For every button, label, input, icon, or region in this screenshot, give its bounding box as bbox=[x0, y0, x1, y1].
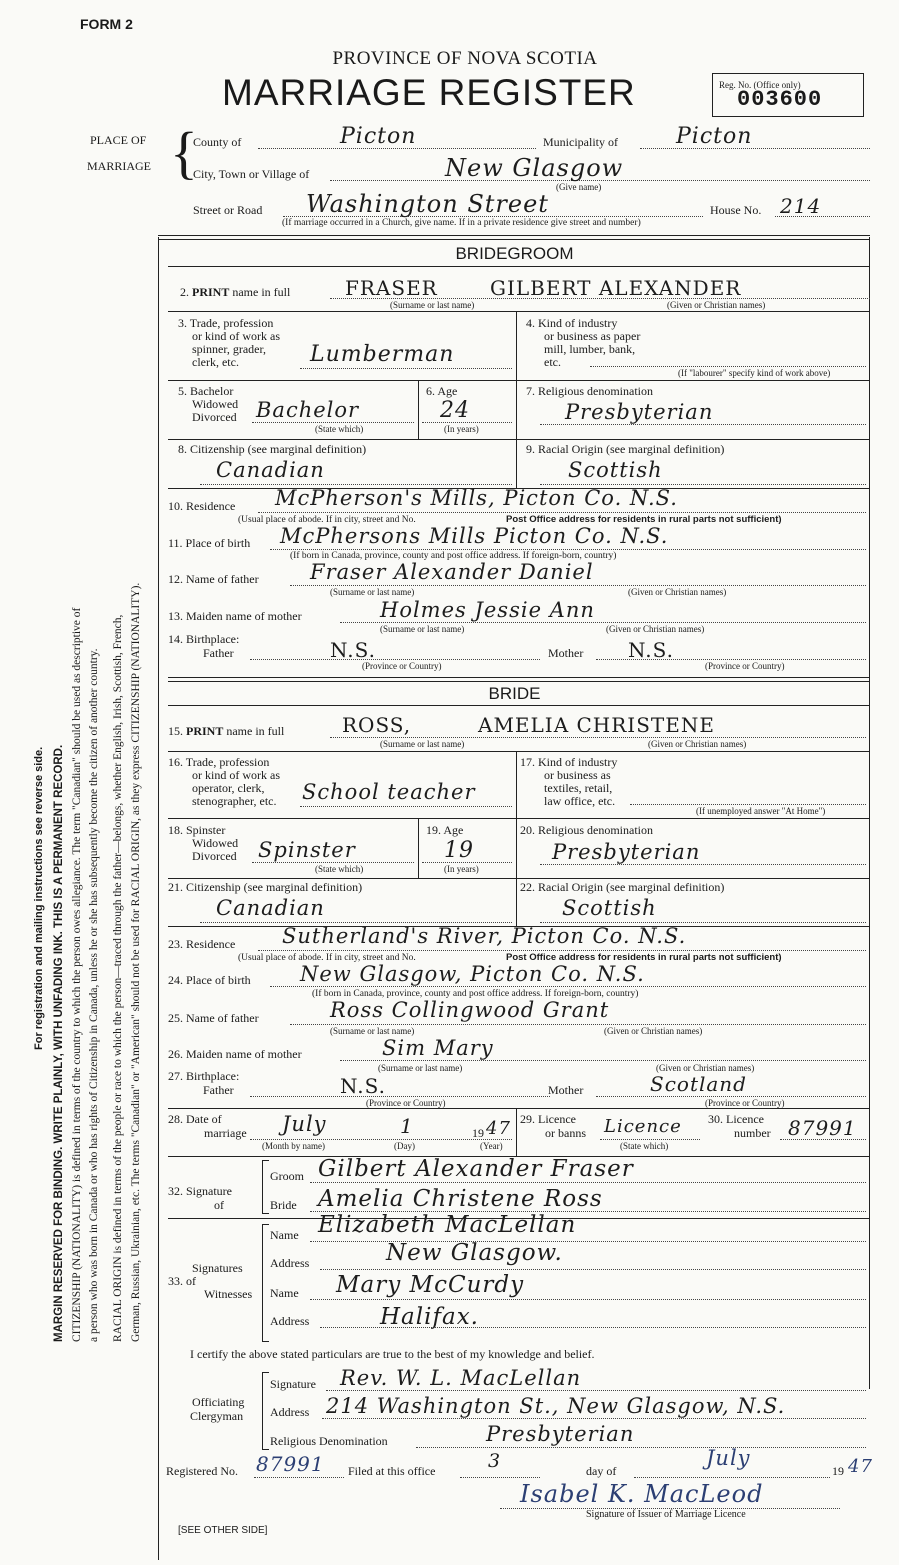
groom-birthplace-label: 11. Place of birth bbox=[168, 536, 251, 550]
municipality-label: Municipality of bbox=[543, 135, 618, 149]
groom-citizenship-label: 8. Citizenship (see marginal definition) bbox=[178, 442, 367, 456]
rule bbox=[168, 878, 869, 879]
surname-note: (Surname or last name) bbox=[330, 587, 415, 597]
prov-note: (Province or Country) bbox=[366, 1098, 446, 1108]
bride-father: Ross Collingwood Grant bbox=[330, 998, 610, 1022]
witness2-address-label: Address bbox=[270, 1314, 310, 1328]
groom-mother-bp: N.S. bbox=[628, 638, 674, 662]
prov-note: (Province or Country) bbox=[705, 661, 785, 671]
bride-status-label bbox=[168, 824, 238, 863]
groom-birthplace-parents-label-b: Father bbox=[203, 646, 234, 660]
bride-mother-bp-line bbox=[596, 1096, 866, 1097]
label-line: 4. Kind of industry bbox=[526, 316, 618, 330]
groom-mother-line bbox=[340, 622, 866, 623]
groom-status-label bbox=[178, 385, 238, 424]
rule bbox=[168, 1108, 869, 1109]
licence-number-label-a: 30. Licence bbox=[708, 1112, 764, 1126]
province-heading: PROVINCE OF NOVA SCOTIA bbox=[332, 48, 598, 69]
municipality-line bbox=[640, 148, 870, 149]
label-line: clerk, etc. bbox=[192, 355, 239, 369]
rule bbox=[168, 705, 869, 706]
label-line: stenographer, etc. bbox=[192, 794, 277, 808]
labourer-note: (If "labourer" specify kind of work above) bbox=[678, 368, 831, 378]
witness1-name-label: Name bbox=[270, 1228, 299, 1242]
bride-mother-label: 26. Maiden name of mother bbox=[168, 1047, 302, 1061]
groom-residence-line bbox=[258, 512, 866, 513]
margin-note-instructions: For registration and mailing instructions see reverse side. bbox=[33, 746, 45, 1050]
label-line: 3. Trade, profession bbox=[178, 316, 274, 330]
rule bbox=[168, 751, 869, 752]
groom-father-bp: N.S. bbox=[330, 638, 376, 662]
residence-note-b: Post Office address for residents in rural parts not sufficient) bbox=[506, 514, 782, 525]
groom-surname: FRASER bbox=[345, 276, 438, 300]
signature-32-label-b: of bbox=[214, 1198, 224, 1212]
groom-racial-label: 9. Racial Origin (see marginal definition) bbox=[526, 442, 725, 456]
label-line: etc. bbox=[544, 355, 561, 369]
groom-signature: Gilbert Alexander Fraser bbox=[318, 1156, 634, 1182]
divider bbox=[516, 439, 517, 488]
frame-top bbox=[158, 235, 870, 240]
licence-label-a: 29. Licence bbox=[520, 1112, 576, 1126]
see-other-side: [SEE OTHER SIDE] bbox=[178, 1525, 268, 1536]
city-label: City, Town or Village of bbox=[193, 167, 310, 181]
issuer-note: Signature of Issuer of Marriage Licence bbox=[586, 1509, 746, 1520]
street-label: Street or Road bbox=[193, 203, 263, 217]
clergy-bracket bbox=[262, 1372, 269, 1450]
surname-note: (Surname or last name) bbox=[380, 739, 465, 749]
clergy-signature-line bbox=[326, 1390, 866, 1391]
given-note: (Given or Christian names) bbox=[606, 624, 705, 634]
label-line: operator, clerk, bbox=[192, 781, 265, 795]
bride-mother-line bbox=[340, 1060, 866, 1061]
bride-trade-label bbox=[168, 756, 280, 808]
label-line: Witnesses bbox=[204, 1287, 253, 1301]
filed-month-line bbox=[634, 1477, 830, 1478]
clergy-address: 214 Washington St., New Glasgow, N.S. bbox=[326, 1394, 786, 1418]
residence-note-a: (Usual place of abode. If in city, street and No. bbox=[238, 515, 416, 525]
frame-left bbox=[158, 237, 159, 1560]
filed-day: 3 bbox=[488, 1450, 502, 1472]
bride-mother-bp: Scotland bbox=[650, 1072, 747, 1096]
bride-mother-bp-label: Mother bbox=[548, 1083, 584, 1097]
groom-trade: Lumberman bbox=[310, 342, 455, 367]
groom-residence: McPherson's Mills, Picton Co. N.S. bbox=[275, 486, 678, 510]
frame-right bbox=[869, 237, 870, 1389]
given-note: (Given or Christian names) bbox=[667, 300, 766, 310]
municipality-value: Picton bbox=[676, 124, 753, 149]
groom-status: Bachelor bbox=[256, 398, 360, 422]
groom-trade-label bbox=[178, 317, 280, 369]
groom-signature-line bbox=[310, 1182, 866, 1183]
groom-age: 24 bbox=[440, 398, 470, 423]
groom-mother: Holmes Jessie Ann bbox=[380, 598, 595, 622]
bride-birthplace-line bbox=[270, 986, 866, 987]
witness2-name-line bbox=[310, 1299, 866, 1300]
form-title: MARRIAGE REGISTER bbox=[222, 72, 636, 113]
day-note: (Day) bbox=[394, 1141, 415, 1151]
divider bbox=[516, 1108, 517, 1156]
month-note: (Month by name) bbox=[262, 1141, 325, 1151]
margin-note-binding: MARGIN RESERVED FOR BINDING. WRITE PLAINLY, WITH UNFADING INK. THIS IS A PERMANENT RECORD. bbox=[53, 744, 65, 1342]
clergy-denomination: Presbyterian bbox=[486, 1422, 635, 1446]
groom-father-label: 12. Name of father bbox=[168, 572, 259, 586]
day-of-label: day of bbox=[586, 1464, 617, 1478]
county-label: County of bbox=[193, 135, 242, 149]
bride-citizenship: Canadian bbox=[216, 896, 325, 920]
label-line: Signatures bbox=[192, 1261, 243, 1275]
year-note: (Year) bbox=[480, 1141, 503, 1151]
bride-religion-label: 20. Religious denomination bbox=[520, 823, 653, 837]
street-note: (If marriage occurred in a Church, give name. If in a private residence give street and number) bbox=[282, 218, 641, 228]
bride-religion-line bbox=[540, 864, 866, 865]
witness2-address: Halifax. bbox=[380, 1304, 479, 1330]
groom-birthplace-line bbox=[270, 549, 866, 550]
licence-type: Licence bbox=[604, 1116, 682, 1137]
groom-citizenship: Canadian bbox=[216, 458, 325, 482]
bride-birthplace-label: 24. Place of birth bbox=[168, 973, 251, 987]
officiating-label-a: Officiating bbox=[192, 1395, 245, 1409]
witnesses-label bbox=[168, 1262, 252, 1301]
groom-signature-label: Groom bbox=[270, 1169, 304, 1183]
in-years-note: (In years) bbox=[444, 424, 479, 434]
label-line: 16. Trade, profession bbox=[168, 755, 270, 769]
bride-age: 19 bbox=[444, 838, 474, 863]
margin-note-citizenship-1: CITIZENSHIP (NATIONALITY) is defined in terms of the country to which the person owes allegiance. The term "Canadian" should be used as descriptive of bbox=[71, 607, 83, 1342]
residence-note-a: (Usual place of abode. If in city, street and No. bbox=[238, 953, 416, 963]
rule bbox=[168, 266, 869, 267]
groom-citizenship-line bbox=[200, 484, 512, 485]
bride-age-line bbox=[422, 862, 512, 863]
label-line: 17. Kind of industry bbox=[520, 755, 618, 769]
bride-residence-line bbox=[258, 950, 866, 951]
bride-status: Spinster bbox=[258, 838, 356, 862]
witness2-name-label: Name bbox=[270, 1286, 299, 1300]
bride-racial-line bbox=[540, 922, 866, 923]
birthplace-note: (If born in Canada, province, county and post office address. If foreign-born, country) bbox=[290, 551, 617, 561]
given-note: (Given or Christian names) bbox=[656, 1063, 755, 1073]
bride-father-bp-line bbox=[250, 1096, 550, 1097]
licence-label-b: or banns bbox=[545, 1126, 586, 1140]
bride-racial-label: 22. Racial Origin (see marginal definition) bbox=[520, 880, 725, 894]
label-line: or business as bbox=[544, 768, 611, 782]
officiating-label-b: Clergyman bbox=[190, 1409, 244, 1423]
filed-year-prefix: 19 bbox=[832, 1464, 844, 1478]
place-brace: { bbox=[170, 120, 198, 185]
given-note: (Given or Christian names) bbox=[628, 587, 727, 597]
margin-note-racial-2: German, Russian, Ukrainian, etc. The terms "Canadian" or "American" should not be used for RACIAL ORIGIN, as they express CITIZENSHIP (NATIONALITY). bbox=[130, 582, 142, 1342]
groom-trade-line bbox=[300, 368, 512, 369]
marriage-year-prefix: 19 bbox=[472, 1126, 484, 1140]
bride-name-line bbox=[330, 737, 866, 738]
residence-note-b: Post Office address for residents in rural parts not sufficient) bbox=[506, 952, 782, 963]
groom-industry-label bbox=[526, 317, 640, 369]
reg-number: 003600 bbox=[737, 87, 823, 112]
label-line: textiles, retail, bbox=[544, 781, 613, 795]
rule bbox=[168, 311, 869, 312]
label-line: 33. of bbox=[168, 1274, 196, 1288]
bride-residence: Sutherland's River, Picton Co. N.S. bbox=[282, 924, 687, 948]
signature-32-bracket bbox=[262, 1160, 269, 1214]
witness1-address-label: Address bbox=[270, 1256, 310, 1270]
date-label-a: 28. Date of bbox=[168, 1112, 222, 1126]
label-line: spinner, grader, bbox=[192, 342, 267, 356]
bride-birthplace: New Glasgow, Picton Co. N.S. bbox=[300, 962, 645, 986]
bride-birthplace-parents-label-b: Father bbox=[203, 1083, 234, 1097]
groom-age-line bbox=[422, 422, 512, 423]
groom-status-line bbox=[252, 422, 414, 423]
witnesses-bracket bbox=[262, 1224, 269, 1342]
surname-note: (Surname or last name) bbox=[330, 1026, 415, 1036]
clergy-signature: Rev. W. L. MacLellan bbox=[340, 1366, 582, 1390]
divider bbox=[516, 751, 517, 878]
prov-note: (Province or Country) bbox=[362, 661, 442, 671]
label-line: mill, lumber, bank, bbox=[544, 342, 636, 356]
filed-day-line bbox=[460, 1477, 540, 1478]
groom-mother-bp-label: Mother bbox=[548, 646, 584, 660]
unemployed-note: (If unemployed answer "At Home") bbox=[696, 806, 826, 816]
house-label: House No. bbox=[710, 203, 762, 217]
bride-industry-line bbox=[630, 804, 866, 805]
prov-note: (Province or Country) bbox=[705, 1098, 785, 1108]
witness1-address: New Glasgow. bbox=[386, 1240, 563, 1266]
label-line: 18. Spinster bbox=[168, 823, 226, 837]
bride-racial: Scottish bbox=[562, 896, 657, 920]
margin-note-citizenship-2: a person who was born in Canada or who has rights of Citizenship in Canada, unless he or she has subsequently become the citizen of another country. bbox=[88, 648, 100, 1342]
form-number: FORM 2 bbox=[80, 16, 133, 32]
clergy-address-line bbox=[322, 1418, 866, 1419]
label-line: or kind of work as bbox=[192, 329, 280, 343]
given-note: (Given or Christian names) bbox=[604, 1026, 703, 1036]
rule bbox=[168, 439, 869, 440]
street-value: Washington Street bbox=[306, 190, 549, 218]
groom-residence-label: 10. Residence bbox=[168, 499, 236, 513]
label-line: Widowed bbox=[192, 836, 239, 850]
bride-status-line bbox=[252, 862, 414, 863]
label-line: Divorced bbox=[192, 410, 237, 424]
groom-father-bp-line bbox=[250, 659, 540, 660]
bride-surname: ROSS, bbox=[342, 713, 412, 737]
filed-label: Filed at this office bbox=[348, 1464, 436, 1478]
state-which-note: (State which) bbox=[620, 1141, 669, 1151]
certify-statement: I certify the above stated particulars are true to the best of my knowledge and belief. bbox=[190, 1347, 595, 1361]
bride-age-label: 19. Age bbox=[426, 823, 464, 837]
margin-note-racial-1: RACIAL ORIGIN is defined in terms of the people or race to which the person—traced through the father—belongs, whether English, Irish, Scottish, French, bbox=[112, 614, 124, 1342]
bride-religion: Presbyterian bbox=[552, 840, 701, 864]
registered-label: Registered No. bbox=[166, 1464, 238, 1478]
bride-signature: Amelia Christene Ross bbox=[318, 1186, 603, 1212]
clergy-signature-label: Signature bbox=[270, 1377, 316, 1391]
bride-section-rule bbox=[168, 677, 869, 682]
licence-number: 87991 bbox=[788, 1116, 857, 1140]
label-line: 5. Bachelor bbox=[178, 384, 234, 398]
reg-number-box bbox=[712, 73, 864, 117]
state-which-note: (State which) bbox=[315, 864, 364, 874]
reg-number-label: Reg. No. (Office only) bbox=[719, 80, 801, 90]
divider bbox=[516, 311, 517, 439]
registered-line bbox=[254, 1477, 344, 1478]
place-group-label-1: PLACE OF bbox=[90, 133, 147, 147]
label-line: Divorced bbox=[192, 849, 237, 863]
groom-racial-line bbox=[540, 484, 866, 485]
bride-trade: School teacher bbox=[302, 780, 476, 804]
city-value: New Glasgow bbox=[445, 154, 624, 182]
marriage-day: 1 bbox=[400, 1114, 414, 1138]
groom-birthplace: McPhersons Mills Picton Co. N.S. bbox=[280, 524, 669, 548]
divider bbox=[516, 878, 517, 926]
county-value: Picton bbox=[340, 124, 417, 149]
groom-religion: Presbyterian bbox=[565, 400, 714, 424]
marriage-month: July bbox=[282, 1112, 327, 1136]
bride-birthplace-parents-label-a: 27. Birthplace: bbox=[168, 1069, 240, 1083]
place-group-label-2: MARRIAGE bbox=[87, 159, 152, 173]
groom-father: Fraser Alexander Daniel bbox=[310, 560, 594, 584]
bride-trade-line bbox=[300, 806, 512, 807]
surname-note: (Surname or last name) bbox=[390, 300, 475, 310]
witness1-address-line bbox=[320, 1269, 866, 1270]
house-value: 214 bbox=[780, 194, 822, 218]
clergy-denomination-line bbox=[416, 1447, 866, 1448]
bride-name-label: 15. PRINT name in full bbox=[168, 724, 285, 738]
rule bbox=[168, 818, 869, 819]
in-years-note: (In years) bbox=[444, 864, 479, 874]
bride-mother-surname: Sim Mary bbox=[382, 1036, 494, 1060]
label-line: or business as paper bbox=[544, 329, 641, 343]
surname-note: (Surname or last name) bbox=[378, 1063, 463, 1073]
bride-father-line bbox=[290, 1024, 866, 1025]
groom-birthplace-parents-label-a: 14. Birthplace: bbox=[168, 632, 240, 646]
groom-religion-label: 7. Religious denomination bbox=[526, 384, 653, 398]
bride-heading: BRIDE bbox=[488, 684, 541, 703]
groom-given: GILBERT ALEXANDER bbox=[490, 276, 742, 300]
bride-father-bp: N.S. bbox=[340, 1074, 386, 1098]
birthplace-note: (If born in Canada, province, county and post office address. If foreign-born, country) bbox=[312, 989, 639, 999]
groom-industry-line bbox=[590, 366, 866, 367]
surname-note: (Surname or last name) bbox=[380, 624, 465, 634]
witness2-name: Mary McCurdy bbox=[336, 1272, 525, 1298]
bride-father-label: 25. Name of father bbox=[168, 1011, 259, 1025]
filed-month: July bbox=[706, 1446, 751, 1470]
bride-given: AMELIA CHRISTENE bbox=[478, 713, 715, 737]
bride-signature-label: Bride bbox=[270, 1198, 297, 1212]
bride-citizenship-line bbox=[200, 922, 512, 923]
bride-citizenship-label: 21. Citizenship (see marginal definition) bbox=[168, 880, 363, 894]
label-line: Widowed bbox=[192, 397, 239, 411]
signature-32-label-a: 32. Signature bbox=[168, 1184, 232, 1198]
groom-name-label: 2. PRINT name in full bbox=[180, 285, 291, 299]
groom-age-label: 6. Age bbox=[426, 384, 458, 398]
groom-father-line bbox=[290, 585, 866, 586]
issuer-signature: Isabel K. MacLeod bbox=[520, 1480, 764, 1508]
groom-religion-line bbox=[540, 424, 866, 425]
licence-number-label-b: number bbox=[734, 1126, 771, 1140]
witness1-name: Elizabeth MacLellan bbox=[318, 1212, 577, 1238]
filed-year: 47 bbox=[848, 1456, 873, 1477]
label-line: law office, etc. bbox=[544, 794, 616, 808]
clergy-address-label: Address bbox=[270, 1405, 310, 1419]
clergy-denomination-label: Religious Denomination bbox=[270, 1434, 388, 1448]
label-line: or kind of work as bbox=[192, 768, 280, 782]
city-note: (Give name) bbox=[556, 182, 602, 192]
date-label-b: marriage bbox=[204, 1126, 247, 1140]
registered-number: 87991 bbox=[256, 1452, 325, 1476]
given-note: (Given or Christian names) bbox=[648, 739, 747, 749]
bride-industry-label bbox=[520, 756, 617, 808]
marriage-year: 47 bbox=[486, 1118, 511, 1139]
groom-racial: Scottish bbox=[568, 458, 663, 482]
rule bbox=[168, 380, 869, 381]
bridegroom-heading: BRIDEGROOM bbox=[455, 244, 574, 263]
groom-mother-label: 13. Maiden name of mother bbox=[168, 609, 302, 623]
divider bbox=[418, 380, 419, 439]
licence-type-line bbox=[600, 1139, 700, 1140]
divider bbox=[418, 818, 419, 878]
bride-residence-label: 23. Residence bbox=[168, 937, 236, 951]
state-which-note: (State which) bbox=[315, 424, 364, 434]
